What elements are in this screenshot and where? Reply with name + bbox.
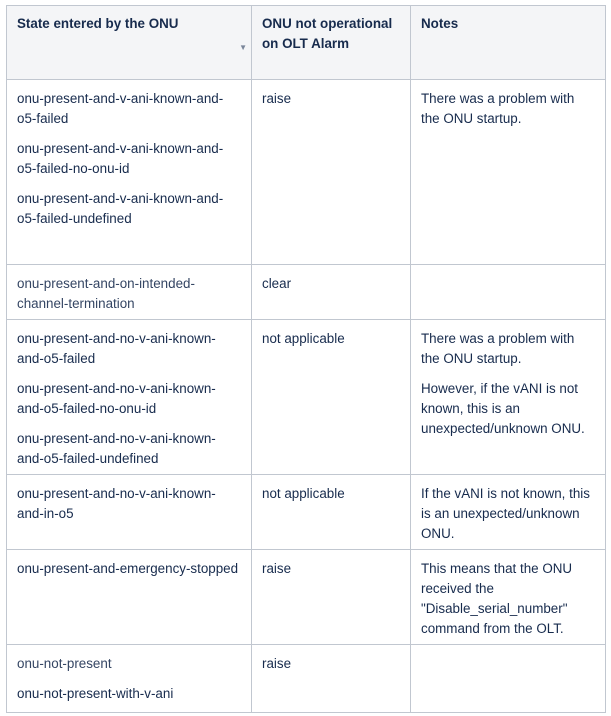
notes-cell bbox=[411, 550, 606, 645]
alarm-cell bbox=[252, 80, 411, 265]
alarm-value: raise bbox=[262, 656, 292, 671]
column-header-notes-label: Notes bbox=[421, 16, 459, 31]
alarm-value: raise bbox=[262, 91, 292, 106]
state-cell bbox=[7, 550, 252, 645]
state-cell bbox=[7, 265, 252, 320]
alarm-cell bbox=[252, 265, 411, 320]
alarm-cell bbox=[252, 320, 411, 475]
state-cell bbox=[7, 645, 252, 713]
notes-cell bbox=[411, 265, 606, 320]
notes-cell bbox=[411, 80, 606, 265]
table-row bbox=[7, 475, 606, 550]
table-row bbox=[7, 265, 606, 320]
state-value: onu-present-and-v-ani-known-and-o5-failed-no-onu-id bbox=[17, 141, 224, 176]
column-header-alarm-label: ONU not operational on OLT Alarm bbox=[262, 16, 393, 51]
state-cell bbox=[7, 320, 252, 475]
table-row bbox=[7, 320, 606, 475]
column-header-alarm[interactable] bbox=[252, 6, 411, 80]
alarm-cell bbox=[252, 550, 411, 645]
column-header-notes[interactable] bbox=[411, 6, 606, 80]
state-value: onu-present-and-v-ani-known-and-o5-failed-undefined bbox=[17, 191, 224, 226]
alarm-value: clear bbox=[262, 276, 292, 291]
state-value: onu-present-and-on-intended-channel-termination bbox=[17, 276, 195, 311]
state-value: onu-present-and-emergency-stopped bbox=[17, 561, 239, 576]
notes-value: This means that the ONU received the "Disable_serial_number" command from the OLT. bbox=[421, 561, 573, 636]
notes-value: There was a problem with the ONU startup. bbox=[421, 331, 575, 366]
state-value: onu-present-and-no-v-ani-known-and-o5-failed-undefined bbox=[17, 431, 216, 466]
notes-cell bbox=[411, 645, 606, 713]
state-value: onu-present-and-no-v-ani-known-and-o5-failed bbox=[17, 331, 216, 366]
state-cell bbox=[7, 80, 252, 265]
table-row bbox=[7, 550, 606, 645]
onu-alarm-table bbox=[6, 5, 606, 713]
table-row bbox=[7, 80, 606, 265]
state-value: onu-present-and-v-ani-known-and-o5-failed bbox=[17, 91, 224, 126]
notes-cell bbox=[411, 320, 606, 475]
notes-value: However, if the vANI is not known, this is an unexpected/unknown ONU. bbox=[421, 381, 585, 436]
notes-value: There was a problem with the ONU startup. bbox=[421, 91, 575, 126]
notes-cell bbox=[411, 475, 606, 550]
table-header-row bbox=[7, 6, 606, 80]
alarm-cell bbox=[252, 475, 411, 550]
state-value: onu-present-and-no-v-ani-known-and-in-o5 bbox=[17, 486, 216, 521]
alarm-value: not applicable bbox=[262, 486, 345, 501]
alarm-cell bbox=[252, 645, 411, 713]
alarm-value: raise bbox=[262, 561, 292, 576]
notes-value: If the vANI is not known, this is an unexpected/unknown ONU. bbox=[421, 486, 590, 541]
alarm-value: not applicable bbox=[262, 331, 345, 346]
column-header-state[interactable] bbox=[7, 6, 252, 80]
column-header-state-label: State entered by the ONU bbox=[17, 16, 179, 31]
state-cell bbox=[7, 475, 252, 550]
table-row bbox=[7, 645, 606, 713]
state-value: onu-not-present bbox=[17, 656, 112, 671]
state-value: onu-present-and-no-v-ani-known-and-o5-failed-no-onu-id bbox=[17, 381, 216, 416]
sort-down-icon[interactable]: ▼ bbox=[239, 43, 247, 52]
state-value: onu-not-present-with-v-ani bbox=[17, 686, 174, 701]
